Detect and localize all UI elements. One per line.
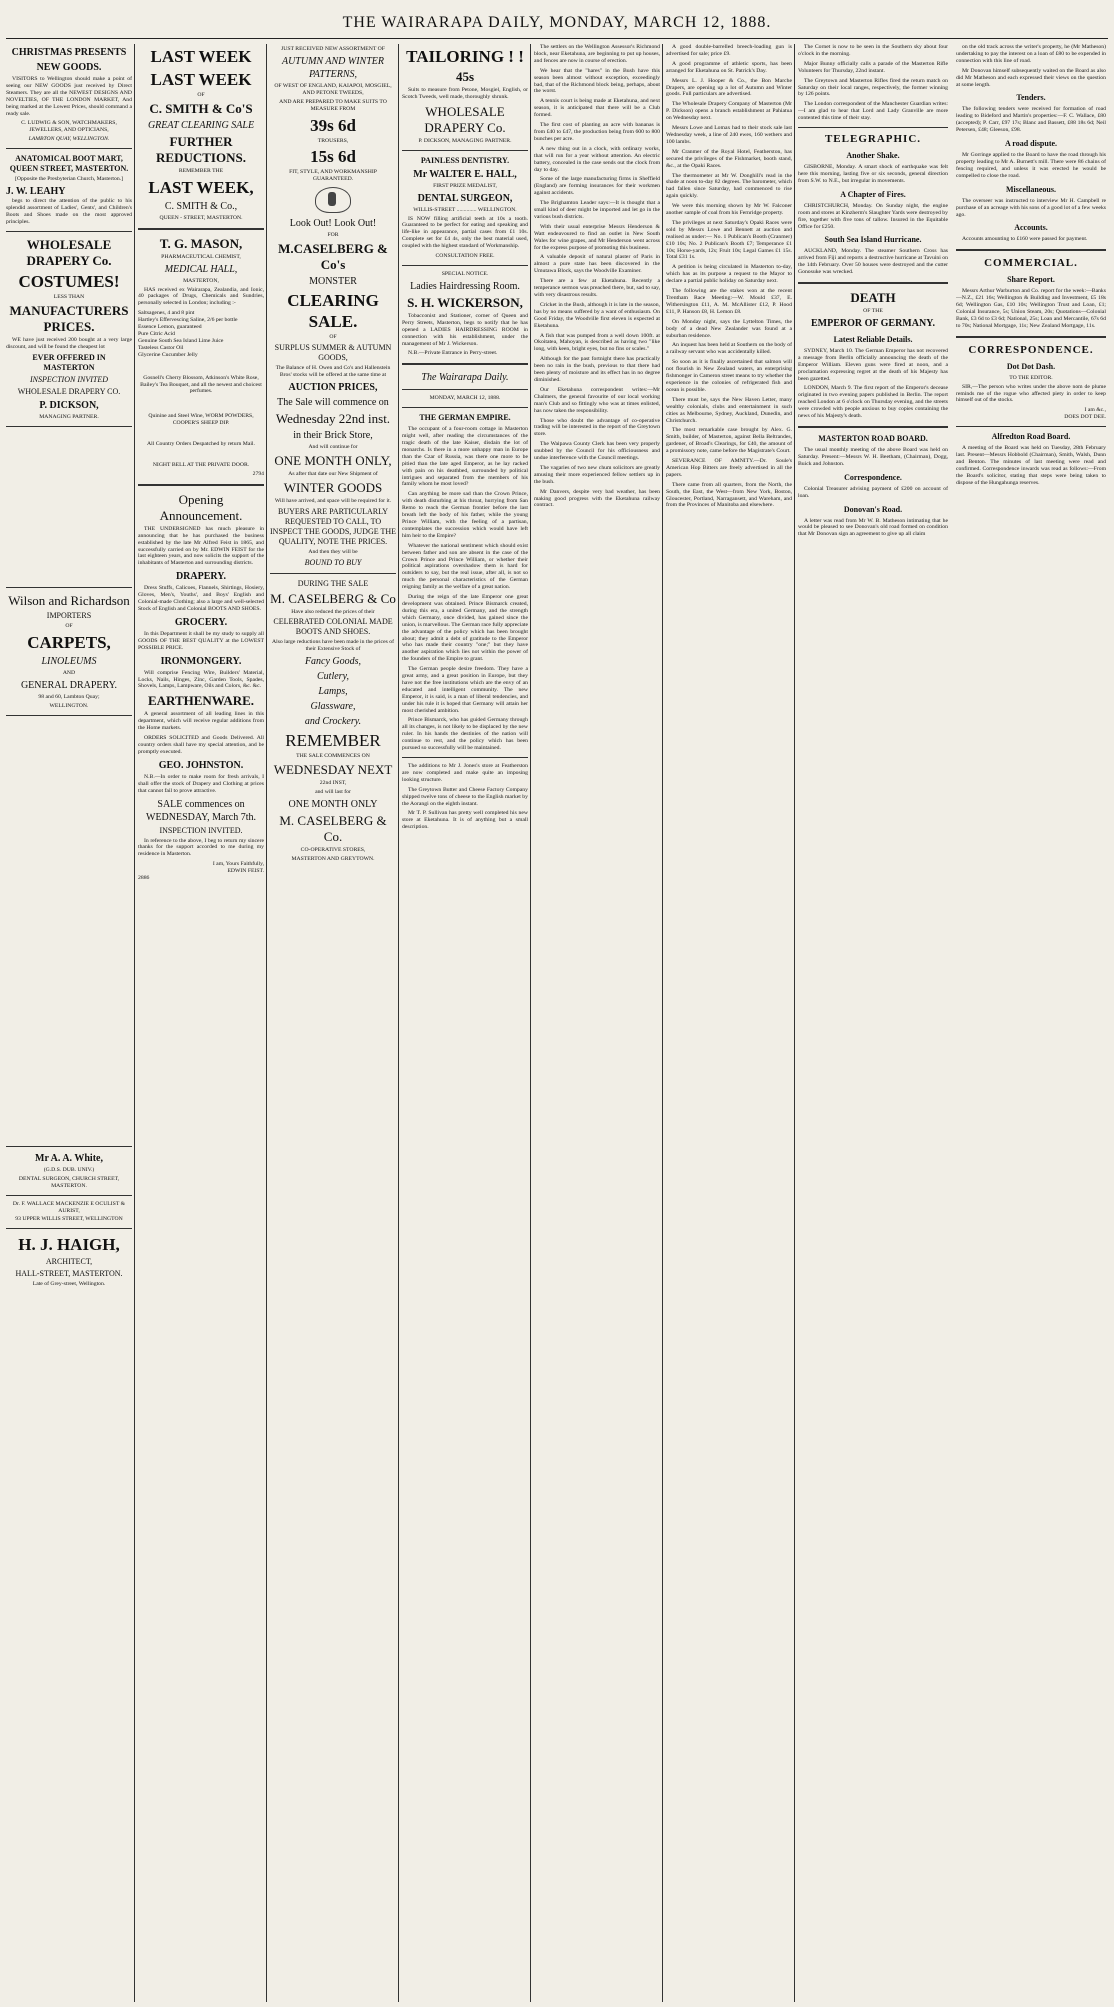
news-item: The following tenders were received for formation of road leading to Bideford and Martin's properties:—F. C. Wallace, £80 (accepted); P. Carr, £97 17s; Blanc and Bassett, £88 18s 6d; Neil Petersen, £48; Gleeson, £98. [956, 106, 1106, 134]
news-item: The Greytown Butter and Cheese Factory Company shipped twelve tons of cheese to the English market by the Aorangi on the eighth instant. [402, 786, 528, 807]
article-paragraph: The German people desire freedom. They have a great army, and a great position in Europe, but they have not the free institutions which are the envy of an educated and intelligent community. The new Emperor, it is said, is a man of liberal tendencies, and under his rule it is hoped that Germany will attain her most cherished ambition. [402, 666, 528, 714]
column-6 [666, 44, 792, 2002]
ad-text: WELLINGTON. [49, 703, 89, 710]
news-item: A good programme of athletic sports, has been arranged for Eketahuna on St. Patrick's Day. [666, 60, 792, 74]
ad-text: CELEBRATED COLONIAL MADE BOOTS AND SHOES. [273, 617, 393, 637]
ad-text: And then they will be [308, 548, 358, 555]
ad-text: NIGHT BELL AT THE PRIVATE DOOR. [152, 462, 250, 469]
news-item: There are a few at Eketahuna. Recently a temperance sermon was preached there, but, sad to say, with very disastrous results. [534, 278, 660, 298]
ad-heading: GREAT CLEARING SALE [147, 119, 255, 131]
letter-salutation: TO THE EDITOR. [1009, 374, 1053, 381]
ad-heading: Wednesday 22nd inst. [275, 410, 391, 426]
ad-role: MANAGING PARTNER. [39, 414, 99, 421]
ad-text: OF [329, 334, 337, 341]
news-item: The Brighamton Leader says:—It is thought that a small kind of deer might be imported and let go in the various bush districts. [534, 200, 660, 220]
ad-heading: LAST WEEK [150, 70, 252, 89]
ad-text: Glassware, [310, 701, 356, 713]
news-item: A new thing out in a clock, with ordinary works, that will run for a year without attention. An electric battery, concealed in the case sends out the clock from day to day. [534, 145, 660, 173]
column-divider [794, 44, 795, 2002]
ad-text: C. SMITH & Co., [164, 200, 238, 212]
ad-text: Will comprise Fencing Wire, Builders' Material, Locks, Nails, Hinges, Zinc, Garden Tools, Spades, Shovels, Lamps, Lampware, Oils and Colors, &c. &c. [138, 669, 264, 690]
news-item: Major Bunny officially calls a parade of the Masterton Rifle Volunteers for Thursday, 22nd instant. [798, 60, 948, 74]
news-item: A good double-barrelled breech-loading gun is advertised for sale; price £9. [666, 44, 792, 57]
ad-heading: AUCTION PRICES, [288, 381, 378, 393]
section-heading: MASTERTON ROAD BOARD. [818, 434, 928, 443]
column-3 [270, 44, 396, 2002]
ad-text: I am, Yours Faithfully, [212, 861, 264, 868]
ad-text: In this Department it shall be my study to supply all GOODS OF THE BEST QUALITY at the LOWEST POSSIBLE PRICE. [138, 630, 264, 651]
article-paragraph: During the reign of the late Emperor one great development was obtained. Prince Bismarck created, during this era, a united Germany, and the strength which Germany, once divided, has gained since the union, is marvellous. The German race fully appreciate the advantage of the policy which has been brought about; they admit a debt of gratitude to the Emperor who has made their country "one;" but they have another aspiration which lies not within the power of the founders of the Empire to grant. [402, 594, 528, 663]
subheading: A road dispute. [1004, 139, 1058, 149]
news-item: Messrs Lowe and Lomax had to their stock sale last Wednesday week, a line of 240 ewes, 160 wethers and 100 lambs. [666, 125, 792, 145]
column-divider [134, 44, 135, 2002]
news-item: Accounts amounting to £160 were passed for payment. [962, 236, 1088, 243]
section-heading: EARTHENWARE. [147, 693, 255, 709]
news-item: Mr Gorringe applied to the Board to have the road through his property leading to Mr A. Burnett's mill. There were 86 chains of fencing required, and unless it was erected he would be compelled to close the road. [956, 152, 1106, 179]
ad-heading: CARPETS, [27, 633, 111, 653]
ad-price: 39s 6d [310, 115, 356, 135]
ad-text: OF WEST OF ENGLAND, KAIAPOI, MOSGIEL, AND PETONE TWEEDS, [274, 82, 392, 96]
section-heading: CORRESPONDENCE. [968, 343, 1094, 356]
news-item: A fish that was pumped from a well down 100ft. at Okoitatea, Mahoyan, is described as having two "like long, with keen, bright eyes, but no fins or scales." [534, 332, 660, 353]
news-item: The first cost of planting an acre with bananas is from £40 to £47, the production being from 600 to 800 bunches per acre. [534, 122, 660, 142]
ad-text: P. DICKSON, MANAGING PARTNER. [418, 137, 512, 144]
news-item: A meeting of the Board was held on Tuesday, 28th February last. Present—Messrs Hobbold (Chairman), Smith, Walsh, Dunn and Benton. The minutes of last meeting were read and confirmed. Correspondence inwards was read as follows:—From the Board's solicitor, stating that steps were being taken to dispose of the Hungahunga reserves. [956, 445, 1106, 486]
ad-text: TROUSERS, [317, 137, 349, 144]
ad-heading: WHOLESALE DRAPERY Co. [26, 236, 112, 268]
ad-text: WILLIS-STREET .............. WELLINGTON. [413, 206, 517, 213]
ad-address: LAMBTON QUAY, WELLINGTON. [28, 136, 110, 143]
news-item: The following are the stakes won at the recent Trentham Race Meeting:—W. Mould £37, E. Withersington £11, A. M. McAllister £12, P. Hood £11, P. Hanson £8, H. Lemon £8. [666, 288, 792, 315]
news-item: Mr Danvers, despite very bad weather, has been making good progress with the Eketahuna railway contract. [534, 488, 660, 509]
masthead-rule [6, 38, 1108, 39]
ad-text: SPECIAL NOTICE. [441, 270, 489, 277]
news-item: The privileges at next Saturday's Opaki Races were sold by Messrs Lowe and Bennett at auction and realised as under:— No. 1 Publican's Booth (Cranmer) £10 10s; No. 2 Publican's Booth £7; Temperance £1 10s; Horse-yards, 12s; Fruit 10s; Legal Games £1 15s. Total £31 1s. [666, 219, 792, 261]
ad-text: FIRST PRIZE MEDALIST, [433, 182, 497, 189]
subheading: Accounts. [1014, 223, 1048, 233]
news-item: The Cornet is now to be seen in the Southern sky about four o'clock in the morning. [798, 44, 948, 57]
ad-text: FOR [327, 232, 339, 239]
ad-text: GENERAL DRAPERY. [20, 680, 118, 692]
ad-text: OF [65, 623, 73, 630]
column-divider [530, 44, 531, 2002]
ad-text: EVER OFFERED IN MASTERTON [32, 353, 106, 373]
news-item: Although for the past fortnight there has practically been no rain in the bush, previous to that there had been plenty of moisture and its effect has in no degree diminished. [534, 356, 660, 383]
article-paragraph: Can anything be more sad than the Crown Prince, with death disturbing at his throat, hurrying from San Remo to reach the German frontier before the last breath left the body of his father, while the young Prince William, with the feeling of a partisan, contemplates the succession which would have left him heir to the Empire? [402, 491, 528, 539]
ad-heading: TAILORING ! ! [406, 47, 524, 66]
ad-name: Mr A. A. White, [35, 1152, 103, 1164]
list-item: Saltsagenes, 4 and 8 pint [138, 310, 195, 317]
section-heading: COMMERCIAL. [984, 257, 1078, 270]
column-divider [266, 44, 267, 2002]
ad-heading: MANUFACTURERS PRICES. [9, 302, 129, 334]
article-paragraph: Prince Bismarck, who has guided Germany through all its changes, is not likely to be displaced by the new ruler. In his hands the destinies of the nation will continue to rest, and the policy which has been pursued so successfully will be maintained. [402, 717, 528, 752]
ad-text: 98 and 60, Lambton Quay; [38, 694, 100, 701]
news-item: The Wholesale Drapery Company of Masterton (Mr P. Dickson) opens a branch establishment at Pahiatua on Wednesday next. [666, 101, 792, 122]
news-item: Mr Cranmer of the Royal Hotel, Featherston, has secured the privileges of the Fishmarket, booth stand, &c., at the Opaki Races. [666, 148, 792, 169]
news-item: The London correspondent of the Manchester Guardian writes:—I am glad to hear that Lord and Lady Granville are more contented this time of their stay. [798, 101, 948, 122]
ad-text: Cutlery, [317, 671, 349, 683]
ad-text: Gosnell's Cherry Blossom, Atkinson's White Rose, Bailey's Tea Bouquet, and all the newest and choicest perfumes. [140, 374, 262, 395]
ad-text: Suits to measure from Petone, Mosgiel, English, or Scotch Tweeds, well made, thoroughly shrunk. [402, 87, 528, 100]
ad-text: 93 UPPER WILLIS STREET, WELLINGTON [15, 1216, 123, 1223]
ad-heading: ONE MONTH ONLY [288, 798, 378, 810]
ad-name: EDWIN FEIST. [227, 868, 264, 875]
ad-text: The Sale will commence on [277, 396, 389, 408]
news-item: A tennis court is being made at Eketahuna, and next season, it is anticipated that there will be a Club formed. [534, 98, 660, 119]
crest-icon [315, 187, 351, 213]
news-item: Mr Donovan himself subsequently waited on the Board as also did Mr Matheson and each expressed their views on the question at some length. [956, 67, 1106, 88]
section-heading: EMPEROR OF GERMANY. [811, 317, 935, 329]
column-1 [6, 44, 132, 2002]
news-item: GISBORNE, Monday. A smart shock of earthquake was felt here this morning, lasting five or six seconds, general direction from S.W. to N.E., but irregular in movements. [798, 164, 948, 184]
ad-text: and will last for [315, 789, 351, 796]
ad-text: Dress Stuffs, Calicoes, Flannels, Shirtings, Hosiery, Gloves, Men's, Youths', and Boys' English and Colonial-made Clothing; also a large and well-selected Stock of English and Colonial BOOTS AND SHOES. [138, 585, 264, 612]
ad-name: J. W. LEAHY [6, 186, 66, 198]
ad-name: Mr WALTER E. HALL, [413, 168, 517, 180]
ad-text: SALE commences on WEDNESDAY, March 7th. [146, 798, 256, 823]
subheading: Share Report. [1007, 275, 1055, 285]
ad-text: CO-OPERATIVE STORES, [300, 846, 366, 853]
ad-text: in their Brick Store, [293, 429, 373, 441]
ad-text: BOUND TO BUY [304, 557, 362, 567]
subheading: Alfredton Road Board. [991, 432, 1071, 442]
ad-text: 22nd INST, [319, 780, 347, 787]
ad-text: MEDICAL HALL, [164, 263, 238, 275]
news-item: There came from all quarters, from the North, the South, the East, the West—from New York, Boston, Gloucester, Portland, Narragansett, and Wareham, and from the Provinces of Manitoba and elsewhere. [666, 481, 792, 509]
subheading: Correspondence. [844, 472, 902, 482]
ad-heading: REMEMBER [285, 731, 381, 751]
ad-name: H. J. HAIGH, [18, 1235, 120, 1255]
ad-text: Also large reductions have been made in the prices of their Extensive Stock of [272, 639, 394, 653]
ad-text: MASTERTON AND GREYTOWN. [291, 855, 375, 862]
news-item: SYDNEY, March 10. The German Emperor has not recovered a message from Berlin officially announcing the death of the Emperor William. Eleven guns were fired at noon, and a proclamation expressing regret at the death of his Majesty has been gazetted. [798, 347, 948, 382]
ad-text: And will continue for [308, 443, 358, 450]
ad-text: DURING THE SALE [297, 578, 369, 588]
news-item: The most remarkable case brought by Alex. G. Smith, builder, of Masterton, against Bella Beltrandes, gardener, of Broad's Clearings, for £40, the amount of a promissory note, came before the Magistrate's Court. [666, 427, 792, 455]
ad-heading: CLEARING SALE. [287, 291, 379, 332]
ad-text: N.B.—In order to make room for fresh arrivals, I shall offer the stock of Drapery and Clothing at prices that cannot fail to prove attractive. [138, 773, 264, 794]
news-item: A valuable deposit of natural plaster of Paris in almost a pure state has been discovered in the Umutawa Block, says the Woodville Examiner. [534, 254, 660, 275]
ad-heading: M. CASELBERG & Co [270, 590, 396, 606]
ad-text: PHARMACEUTICAL CHEMIST, [161, 253, 241, 260]
ad-text: Quinine and Steel Wine, WORM POWDERS, COOPER'S SHEEP DIP. [148, 413, 254, 427]
section-heading: DEATH [850, 290, 896, 306]
paper-date: MONDAY, MARCH 12, 1888. [429, 395, 501, 402]
ad-text: ARCHITECT, [45, 1257, 93, 1267]
ad-name: M. CASELBERG & Co. [279, 812, 387, 844]
ad-text: INSPECTION INVITED [30, 375, 108, 385]
news-item: Cricket in the Bush, although it is late in the season, has by no means suffered by a want of enthusiasm. On Good Friday, the Woodville first eleven is expected at Eketahuna. [534, 301, 660, 329]
ad-heading: PAINLESS DENTISTRY. [420, 155, 510, 165]
article-paragraph: The occupant of a four-room cottage in Masterton might well, after reading the circumstances of the tragic death of the late Kaiser, disdain the lot of monarchs. Is there in a more unhappy man in Europe than the Czar of Russia, was there one more to be pitied than the late aged Emperor, as he lay racked with pain on his deathbed, surrounded by political intrigues and separated from the members of his family whom he most loved? [402, 426, 528, 488]
ad-text: MASTERTON, [183, 277, 219, 284]
ad-text: THE SALE COMMENCES ON [296, 753, 370, 760]
news-item: We hear that the "hares" in the Bush have this season been almost without exception, exceedingly bad, that of the Richmond block being, perhaps, about the worst. [534, 67, 660, 95]
column-4 [402, 44, 528, 2002]
ad-heading: ONE MONTH ONLY, [274, 452, 392, 468]
ad-heading: CHRISTMAS PRESENTS [11, 47, 127, 58]
news-item: There must be, says the New Haven Letter, many wealthy colonials, clubs and entertainment in such cities as Melbourne, Sydney, Auckland, Dunedin, and Christchurch. [666, 396, 792, 424]
section-heading: GROCERY. [174, 616, 228, 628]
column-divider [662, 44, 663, 2002]
news-item: SEVERANCE OF AMNITY.—Dr. Soule's American Hop Bitters are freely advertised in all the papers. [666, 458, 792, 478]
ad-name: P. DICKSON, [39, 400, 99, 412]
ad-text: AND ARE PREPARED TO MAKE SUITS TO MEASURE FROM [279, 98, 387, 112]
news-item: The overseer was instructed to interview Mr H. Campbell re purchase of an acreage with his sons of a good lot of a few weeks ago. [956, 197, 1106, 218]
ad-heading: M.CASELBERG & Co's [278, 241, 388, 273]
news-item: Messrs Arthur Warburton and Co. report for the week:—Banks—N.Z., £21 16s; Wellington & Building and Investment, £5 18s 6d; Wellington Gas, £10 10s; Wellington Trust and Loan, £1; Colonial Insurance, 5s; Union Steam, 20s; Quotations—Colonial Bank, £3 6d to £3 6d; National, 25s; Loan and Mercantile, 67s 6d to 70s; National Mortgage, 11s; New Zealand Mortgage, 11s. [956, 288, 1106, 329]
ad-text: BUYERS ARE PARTICULARLY REQUESTED TO CALL, TO INSPECT THE GOODS, JUDGE THE QUALITY, NOTE THE PRICES. [270, 506, 396, 546]
section-heading: OF THE [863, 308, 883, 315]
ad-text: REMEMBER THE [178, 167, 224, 174]
letter-sign: I am &c., [1084, 407, 1106, 414]
ad-price: 45s [455, 69, 475, 84]
ad-text: begs to direct the attention of the public to his splendid assortment of Ladies', Gents', and Children's Boots and Shoes made on the most approved principles. [6, 198, 132, 225]
news-item: Messrs L. J. Hooper & Co., the Bon Marche Drapers, are opening up a lot of Autumn and Winter goods. Full particulars are advertised. [666, 77, 792, 98]
ad-text: As after that date our New Shipment of [288, 470, 378, 477]
news-item: On Monday night, says the Lyttelton Times, the body of a dead New Zealander was found at a suburban residence. [666, 318, 792, 339]
column-divider [398, 44, 399, 2002]
ad-text: MONSTER [309, 276, 357, 288]
list-item: Glycerine Cucumber Jelly [138, 351, 198, 358]
column-2 [138, 44, 264, 2002]
news-item: on the old track across the writer's property, he (Mr Matheson) undertaking to pay the interest on a loan of £80 to be expended in connection with this line of road. [956, 44, 1106, 64]
ad-text: OF [197, 92, 205, 98]
column-7 [798, 44, 948, 2002]
ad-price: 15s 6d [310, 147, 356, 167]
news-item: A letter was read from Mr W. B. Matheson intimating that he would be pleased to see Donovan's old road formed on condition that Mr Donovan sign an agreement to give up all claim [798, 517, 948, 538]
ad-text: A general assortment of all leading lines in this department, which will receive regular additions from the Home markets. [138, 711, 264, 732]
ad-text: WE have just received 200 bought at a very large discount, and will be found the cheapest lot [6, 336, 132, 350]
ad-heading: LAST WEEK, [148, 177, 254, 197]
article-headline: THE GERMAN EMPIRE. [419, 413, 511, 423]
news-item: The Greytown and Masterton Rifles fired the return match on Saturday on their local ranges, respectively, the former winning by 126 points. [798, 77, 948, 98]
section-heading: TELEGRAPHIC. [824, 133, 922, 146]
news-item: The additions to Mr J. Jones's store at Featherston are now completed and make quite an imposing looking structure. [402, 763, 528, 783]
news-item: The usual monthly meeting of the above Board was held on Saturday. Present:—Messrs W. H. Beetham, (Chairman), Dogg, Buick and Johnston. [798, 447, 948, 467]
letter-text: SIR,—The person who writes under the above nom de plume reminds me of the rogue who affected piety in order to keep himself out of the stocks. [956, 383, 1106, 404]
news-item: An inquest has been held at Southern on the body of a railway servant who was accidentally killed. [666, 342, 792, 356]
section-heading: DRAPERY. [175, 571, 227, 583]
ad-heading: WINTER GOODS [283, 479, 383, 495]
subheading: Another Shake. [846, 151, 900, 161]
news-item: Mr T. P. Sullivan has pretty well completed his new store at Eketahuna. It is of anything but a small description. [402, 810, 528, 831]
ad-text: WHOLESALE DRAPERY CO. [17, 387, 121, 397]
ad-firm: C. LUDWIG & SON, WATCHMAKERS, JEWELLERS, AND OPTICIANS, [21, 120, 117, 134]
ad-text: All Country Orders Despatched by return Mail. [147, 441, 255, 448]
ad-text: HALL-STREET, MASTERTON. [15, 1269, 123, 1279]
masthead: THE WAIRARAPA DAILY, MONDAY, MARCH 12, 1888. [342, 14, 772, 31]
ad-text: Fancy Goods, [304, 656, 362, 668]
news-item: Our Eketahuna correspondent writes:—Mr Chalmers, the general favourite of our local working man's Club and so fittingly who was at times enlisted, has now taken the responsibility. [534, 386, 660, 414]
ad-text: JUST RECEIVED NEW ASSORTMENT OF [281, 46, 385, 52]
news-item: The vagaries of two new chum solicitors are greatly amusing their more experienced fellow settlers up in the bush. [534, 464, 660, 485]
ad-heading: Opening Announcement. [159, 491, 243, 523]
subheading: Donovan's Road. [843, 504, 903, 514]
ad-text: SURPLUS SUMMER & AUTUMN GOODS, [274, 343, 392, 363]
ad-heading: NEW GOODS. [36, 62, 102, 73]
ad-name: GEO. JOHNSTON. [158, 759, 244, 771]
ad-heading: WEDNESDAY NEXT [273, 762, 393, 778]
news-item: The Waipawa County Clerk has been very properly snubbed by the Council for his officiousness and undue interference with the Council meetings. [534, 441, 660, 462]
ad-number: 2886 [138, 875, 150, 882]
ad-text: INSPECTION INVITED. [159, 825, 243, 835]
ad-text: In reference to the above, I beg to return my sincere thanks for the support accorded to me during my residence in Masterton. [138, 837, 264, 858]
ad-text: The Balance of H. Owen and Co's and Hallenstein Bros' stocks will be offered at the same time at [275, 365, 391, 378]
ad-text: ORDERS SOLICITED and Goods Delivered. All country orders shall have my special attention, and be promptly executed. [138, 735, 264, 755]
ad-text: LINOLEUMS [41, 656, 97, 668]
news-item: LONDON, March 9. The first report of the Emperor's decease originated in two evening papers published in Berlin. The report reached London at 6 o'clock on Thursday evening, and the streets were crowded with people anxious to buy copies containing the news of his Majesty's death. [798, 385, 948, 420]
news-item: AUCKLAND, Monday. The steamer Southern Cross has arrived from Fiji and reports a destructive hurricane at Tavuini on the 14th February. Over 50 houses were destroyed and the cutter Gonosuke was wrecked. [798, 248, 948, 276]
ad-heading: Look Out! Look Out! [289, 218, 377, 230]
ad-text: Lamps, [318, 686, 348, 698]
ad-heading: DENTAL SURGEON, [417, 192, 513, 204]
ad-heading: Ladies Hairdressing Room. [410, 280, 520, 292]
news-item: Colonial Treasurer advising payment of £200 on account of loan. [798, 485, 948, 499]
ad-text: IMPORTERS [46, 611, 92, 621]
ad-text: IS NOW filling artificial teeth at 10s a tooth. Guaranteed to be perfect for eating and speaking and life-like in appearance, partial cases from £1 10s. Complete set for £4 4s, only the best material used, coupled with the highest standard of Workmanship. [402, 215, 528, 250]
news-item: So soon as it is finally ascertained that salmon will not flourish in New Zealand waters, an enterprising fishmonger in Cameron street means to try whether the experience in the colonies of refrigerated fish and ocean is possible. [666, 359, 792, 393]
list-item: Genuine South Sea Island Lime Juice [138, 337, 224, 344]
subheading: Tenders. [1016, 93, 1046, 103]
ad-heading: WHOLESALE DRAPERY Co. [424, 103, 506, 135]
news-item: With their usual enterprise Messrs Henderson & Watt endeavoured to find an outlet in New South Wales for wine grapes, and Mr Henderson went across for the express purpose of promoting this business. [534, 223, 660, 251]
ad-text: CONSULTATION FREE. [435, 253, 495, 260]
ad-text: THE UNDERSIGNED has much pleasure in announcing that he has purchased the business established by the late Mr Alfred Feist in 1865, and successfully carried on by Mr. EDWIN FEIST for the last eighteen years, and now solicits the support of the inhabitants of Masterton and surrounding districts. [138, 525, 264, 567]
ad-heading: AUTUMN AND WINTER PATTERNS, [281, 55, 385, 80]
subheading: Miscellaneous. [1006, 184, 1056, 194]
ad-text: AND [62, 670, 76, 677]
ad-heading: FURTHER REDUCTIONS. [156, 133, 246, 165]
ad-heading: COSTUMES! [18, 271, 120, 291]
ad-text: and Crockery. [304, 716, 362, 728]
news-item: CHRISTCHURCH, Monday. On Sunday night, the engine room and stores at Kinzherm's Slaughter Yards were destroyed by fire, together with five tons of tallow. Insured in the Equitable Office for £250. [798, 202, 948, 230]
list-item: Hartley's Effervescing Saline, 2/6 per bottle [138, 317, 238, 324]
ad-text: Late of Grey-street, Wellington. [32, 1281, 106, 1288]
ad-text: Have also reduced the prices of their [291, 608, 375, 615]
column-5 [534, 44, 660, 2002]
ad-text: [Opposite the Presbyterian Church, Masterton.] [14, 176, 124, 183]
list-item: Essence Lemon, guaranteed [138, 324, 202, 331]
subheading: Latest Reliable Details. [833, 334, 913, 344]
ad-text: LESS THAN [53, 293, 85, 300]
ad-text: Dr. F. WALLACE MACKENZIE E OCULIST & AURIST, [12, 1200, 126, 1214]
ad-text: HAS received ex Wairarapa, Zealandia, and Ionic, 40 packages of Drugs, Chemicals and Sundries, personally selected in London; including :- [138, 286, 264, 307]
ad-text: FIT, STYLE, AND WORKMANSHIP GUARANTEED. [289, 169, 377, 183]
news-item: The settlers on the Wellington Assessor's Richmond block, near Eketahuna, are beginning to put up houses, and fences are now in course of erection. [534, 44, 660, 64]
ad-heading: C. SMITH & Co'S [149, 100, 253, 116]
subheading: South Sea Island Hurricane. [824, 235, 922, 245]
ad-text: VISITORS to Wellington should make a point of seeing our NEW GOODS just received by Direct Steamers. They are all the NEWEST DESIGNS AND NOVELTIES, OF THE LONDON MARKET, And being marked at the Lowest Prices, should command a ready sale. [6, 76, 132, 117]
news-item: Some of the large manufacturing firms in Sheffield (England) are forming insurances for their workmen against accidents. [534, 176, 660, 197]
ad-text: QUEEN - STREET, MASTERTON. [159, 214, 243, 221]
ad-heading: LAST WEEK [150, 47, 252, 66]
ad-heading: Wilson and Richardson [8, 593, 130, 609]
ad-name: T. G. MASON, [159, 235, 243, 251]
subheading: Dot Dot Dash. [1006, 361, 1056, 371]
ad-text: Tobacconist and Stationer, corner of Queen and Perry Streets, Masterton, begs to notify that he has opened a LADIES HAIRDRESSING ROOM in connection with his establishment, under the management of Mr J. Wickerson. [402, 312, 528, 347]
list-item: Pure Citric Acid [138, 330, 175, 337]
ad-text: Will have arrived, and space will be required for it. [274, 497, 392, 504]
list-item: Tasteless Castor Oil [138, 344, 184, 351]
ad-text: N.B.—Private Entrance in Perry-street. [408, 350, 498, 357]
news-item: Those who doubt the advantage of co-operative trading will be interested in the report of the Greytown store. [534, 417, 660, 438]
ad-number: 2794 [252, 470, 264, 477]
ad-name: S. H. WICKERSON, [407, 294, 523, 310]
letter-signer: DOES DOT DEE. [1064, 414, 1106, 421]
article-paragraph: Whatever the national sentiment which should exist between father and son are absent in the case of the Crown Prince and Prince William, or whether their political aspirations overshadow them is hard for outsiders to say, but the real issue, after all, is not so much the personal characteristics of the German reigning family as the welfare of a great nation. [402, 542, 528, 591]
news-item: We were this morning shown by Mr W. Falconer another sample of coal from his Fernridge property. [666, 203, 792, 217]
ad-heading: ANATOMICAL BOOT MART, QUEEN STREET, MASTERTON. [9, 154, 129, 174]
news-item: The thermometer at Mr W. Donghill's read in the shade at noon to-day 82 degrees. The barometer, which had fallen since Saturday, had commenced to rise again quickly. [666, 172, 792, 200]
ad-text: DENTAL SURGEON, CHURCH STREET, MASTERTON. [18, 1175, 120, 1189]
section-heading: IRONMONGERY. [160, 655, 242, 667]
news-item: A petition is being circulated in Masterton to-day, which has as its purpose a request to the Mayor to declare a partial public holiday on Saturday next. [666, 264, 792, 285]
paper-title: The Wairarapa Daily. [421, 372, 509, 384]
ad-text: (G.D.S. DUB. UNIV.) [43, 1166, 95, 1173]
subheading: A Chapter of Fires. [840, 189, 906, 199]
